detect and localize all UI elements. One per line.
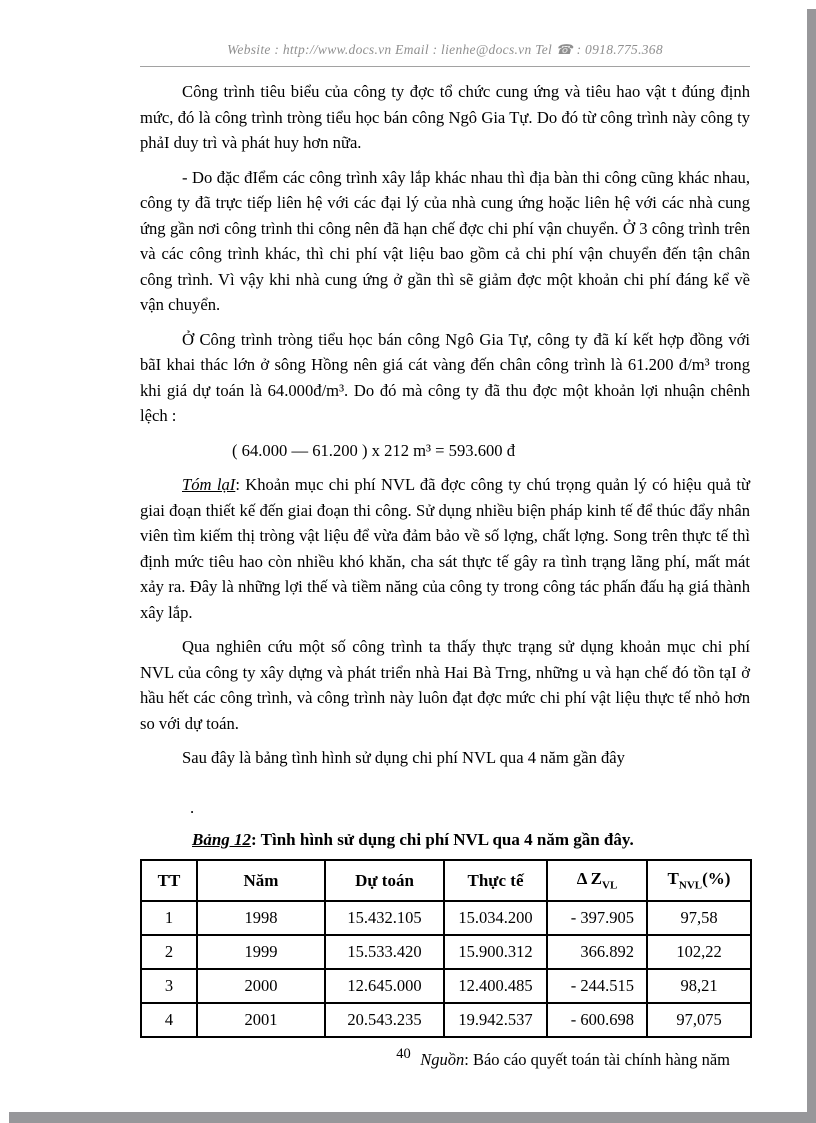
paragraph-transport: - Do đặc đIểm các công trình xây lắp khác nhau thì địa bàn thi công cũng khác nhau, công ty đã trực tiếp liên hệ với các đại lý của nhà cung ứng hoặc liên hệ với các nhà cung ứng gần nơi công trình thi công nên đã hạn chế đợc chi phí vận chuyển. Ở 3 công trình trên và các công trình khác, thì chi phí vật liệu bao gồm cả chi phí vận chuyển đến tận chân công trình. Vì vậy khi nhà cung ứng ở gần thì sẽ giảm đợc một khoản chi phí đáng kể về vận chuyển.	[140, 167, 750, 314]
document-content	[140, 79, 750, 1070]
summary-body-text: : Khoản mục chi phí NVL đã đợc công ty chú trọng quản lý có hiệu quả từ giai đoạn thiết kế đến giai đoạn thi công. Sử dụng nhiều biện pháp kinh tế để thúc đẩy nhân viên tìm kiếm thị tròng vật liệu để vừa đảm bảo về số lợng, chất lợng. Song trên thực tế thì định mức tiêu hao còn nhiều khó khăn, cha sát thực tế gây ra tình trạng lãng phí, mất mát xảy ra. Đây là những lợi thế và tiềm năng của công ty trong công tác phấn đấu hạ giá thành xây lắp.	[140, 475, 750, 622]
table-caption	[192, 830, 750, 850]
table-caption-text: : Tình hình sử dụng chi phí NVL qua 4 năm gần đây.	[251, 830, 634, 849]
page-number: 40	[396, 1046, 411, 1062]
cell-du_toan: 20.543.235	[325, 1003, 444, 1037]
cell-delta: - 600.698	[547, 1003, 647, 1037]
cell-delta: 366.892	[547, 935, 647, 969]
paragraph-research: Qua nghiên cứu một số công trình ta thấy thực trạng sử dụng khoản mục chi phí NVL của công ty xây dựng và phát triển nhà Hai Bà Trng, những u và hạn chế đó tồn tạI ở hầu hết các công trình, và công trình này luôn đạt đợc mức chi phí vật liệu thực tế nhỏ hơn so với dự toán.	[140, 637, 750, 733]
stray-period: .	[190, 797, 195, 817]
cell-nam: 2000	[197, 969, 325, 1003]
col-header-tnvl-percent: $T_{NVL}(\%)$	[647, 860, 751, 901]
cell-delta: - 244.515	[547, 969, 647, 1003]
source-text: : Báo cáo quyết toán tài chính hàng năm	[464, 1050, 730, 1069]
cell-du_toan: 12.645.000	[325, 969, 444, 1003]
nvl-table-body	[141, 901, 751, 1037]
cell-nam: 1999	[197, 935, 325, 969]
table-header-row	[141, 860, 751, 901]
cell-du_toan: 15.432.105	[325, 901, 444, 935]
cell-nam: 2001	[197, 1003, 325, 1037]
col-header-thuc-te: Thực tế	[444, 860, 547, 901]
table-caption-label: Bảng 12	[192, 830, 252, 849]
table-row	[141, 969, 751, 1003]
paragraph-summary	[140, 472, 750, 625]
cell-thuc_te: 15.900.312	[444, 935, 547, 969]
cell-thuc_te: 15.034.200	[444, 901, 547, 935]
col-header-tt: TT	[141, 860, 197, 901]
cell-thuc_te: 19.942.537	[444, 1003, 547, 1037]
cell-t: 98,21	[647, 969, 751, 1003]
cell-t: 102,22	[647, 935, 751, 969]
cell-tt: 3	[141, 969, 197, 1003]
summary-lead-label: Tóm lạI	[182, 475, 236, 494]
paragraph-contract: Ở Công trình tròng tiểu học bán công Ngô Gia Tự, công ty đã kí kết hợp đồng với bãI khai thác lớn ở sông Hồng nên giá cát vàng đến chân công trình là 61.200 đ/m³ trong khi giá dự toán là 64.000đ/m³. Do đó mà công ty đã thu đợc một khoản lợi nhuận chênh lệch :	[140, 329, 750, 425]
table-row	[141, 935, 751, 969]
profit-formula: ( 64.000 — 61.200 ) x 212 m³ = 593.600 đ	[232, 440, 516, 460]
col-header-delta-zvl: Δ $Z_{VL}$	[547, 860, 647, 901]
cell-t: 97,075	[647, 1003, 751, 1037]
col-header-du-toan: Dự toán	[325, 860, 444, 901]
paragraph-intro: Công trình tiêu biểu của công ty đợc tổ chức cung ứng và tiêu hao vật t đúng định mức, đó là công trình tròng tiểu học bán công Ngô Gia Tự. Do đó từ công trình này công ty phảI duy trì và phát huy hơn nữa.	[140, 82, 750, 152]
nvl-table	[140, 859, 752, 1038]
cell-delta: - 397.905	[547, 901, 647, 935]
nvl-table-head	[141, 860, 751, 901]
page-shadow-right	[807, 9, 816, 1123]
cell-t: 97,58	[647, 901, 751, 935]
cell-tt: 1	[141, 901, 197, 935]
cell-du_toan: 15.533.420	[325, 935, 444, 969]
cell-thuc_te: 12.400.485	[444, 969, 547, 1003]
cell-tt: 4	[141, 1003, 197, 1037]
cell-tt: 2	[141, 935, 197, 969]
page-header	[140, 42, 750, 67]
header-contact-text: Website : http://www.docs.vn Email : lienhe@docs.vn Tel ☎ : 0918.775.368	[227, 42, 663, 57]
paragraph-table-intro: Sau đây là bảng tình hình sử dụng chi phí NVL qua 4 năm gần đây	[182, 748, 625, 767]
cell-nam: 1998	[197, 901, 325, 935]
table-row	[141, 1003, 751, 1037]
col-header-nam: Năm	[197, 860, 325, 901]
source-label: Nguồn	[420, 1050, 465, 1069]
page-shadow-bottom	[9, 1112, 816, 1123]
table-row	[141, 901, 751, 935]
